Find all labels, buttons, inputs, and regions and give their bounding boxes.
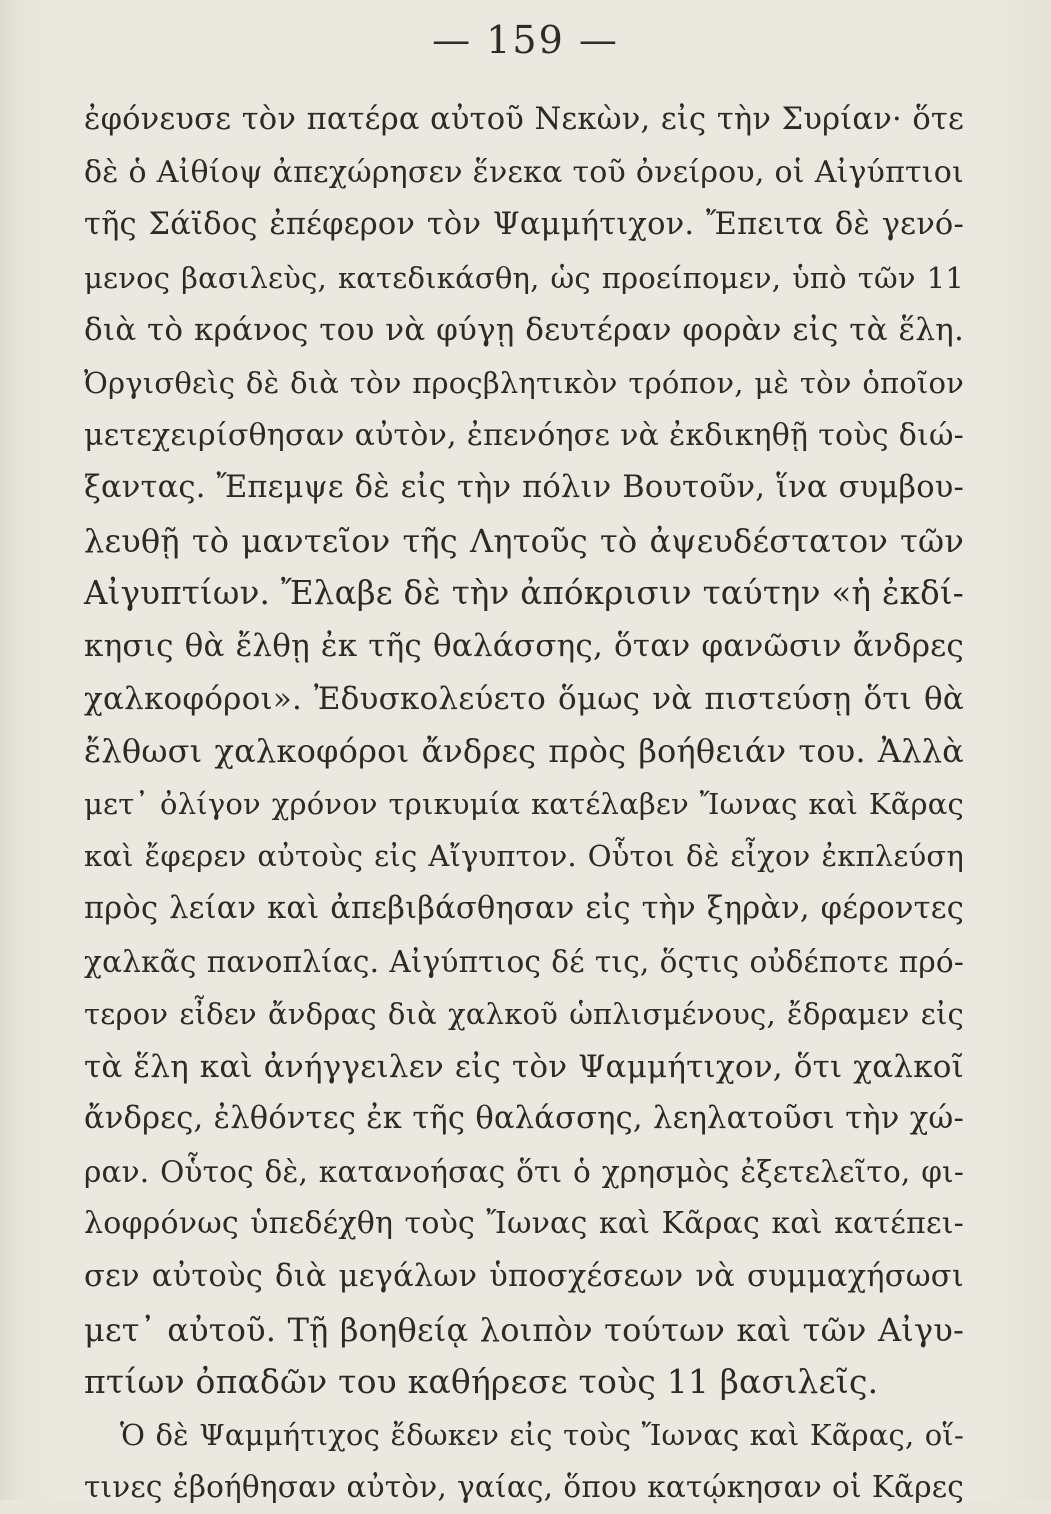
text-line: σεν αὐτοὺς διὰ μεγάλων ὑποσχέσεων νὰ συμμαχήσωσι bbox=[84, 1259, 964, 1295]
text-line: λοφρόνως ὑπεδέχθη τοὺς Ἴωνας καὶ Κᾶρας καὶ κατέπει- bbox=[84, 1206, 964, 1242]
text-line: τὰ ἕλη καὶ ἀνήγγειλεν εἰς τὸν Ψαμμήτιχον, ὅτι χαλκοῖ bbox=[84, 1048, 964, 1085]
text-line: μενος βασιλεὺς, κατεδικάσθη, ὡς προείπομεν, ὑπὸ τῶν 11 bbox=[84, 260, 964, 295]
text-line: καὶ ἔφερεν αὐτοὺς εἰς Αἴγυπτον. Οὗτοι δὲ εἶχον ἐκπλεύση bbox=[84, 839, 964, 874]
text-line: Ὁ δὲ Ψαμμήτιχος ἔδωκεν εἰς τοὺς Ἴωνας καὶ Κᾶρας, οἵ- bbox=[120, 1417, 964, 1452]
text-line: κησις θὰ ἔλθῃ ἐκ τῆς θαλάσσης, ὅταν φανῶσιν ἄνδρες bbox=[84, 627, 964, 664]
text-line: τερον εἶδεν ἄνδρας διὰ χαλκοῦ ὡπλισμένους, ἔδραμεν εἰς bbox=[84, 997, 964, 1032]
text-line: τῆς Σάϊδος ἐπέφερον τὸν Ψαμμήτιχον. Ἔπειτα δὲ γενό- bbox=[84, 207, 964, 243]
text-line: χαλκοφόροι». Ἐδυσκολεύετο ὅμως νὰ πιστεύσῃ ὅτι θὰ bbox=[84, 680, 964, 717]
text-line: ἔλθωσι χαλκοφόροι ἄνδρες πρὸς βοήθειάν του. Ἀλλὰ bbox=[84, 732, 964, 771]
text-line: ἄνδρες, ἐλθόντες ἐκ τῆς θαλάσσης, λεηλατοῦσι τὴν χώ- bbox=[84, 1101, 964, 1137]
text-line: μετ᾽ αὐτοῦ. Τῇ βοηθείᾳ λοιπὸν τούτων καὶ τῶν Αἰγυ- bbox=[84, 1310, 964, 1349]
text-line: χαλκᾶς πανοπλίας. Αἰγύπτιος δέ τις, ὅςτις οὐδέποτε πρό- bbox=[84, 944, 964, 979]
text-line: διὰ τὸ κράνος του νὰ φύγῃ δευτέραν φορὰν εἰς τὰ ἕλη. bbox=[84, 312, 964, 349]
text-line: μετεχειρίσθησαν αὐτὸν, ἐπενόησε νὰ ἐκδικηθῇ τοὺς διώ- bbox=[84, 417, 964, 453]
body-text bbox=[84, 94, 964, 1514]
text-line: πρὸς λείαν καὶ ἀπεβιβάσθησαν εἰς τὴν ξηρὰν, φέροντες bbox=[84, 890, 964, 926]
text-line: Αἰγυπτίων. Ἔλαβε δὲ τὴν ἀπόκρισιν ταύτην «ἡ ἐκδί- bbox=[84, 574, 964, 613]
page-number: — 159 — bbox=[432, 18, 619, 62]
text-line: λευθῇ τὸ μαντεῖον τῆς Λητοῦς τὸ ἀψευδέστατον τῶν bbox=[84, 521, 964, 560]
text-line: πτίων ὀπαδῶν του καθήρεσε τοὺς 11 βασιλεῖς. bbox=[84, 1362, 879, 1402]
text-line: ραν. Οὗτος δὲ, κατανοήσας ὅτι ὁ χρησμὸς ἐξετελεῖτο, φι- bbox=[84, 1154, 964, 1189]
text-line: ἐφόνευσε τὸν πατέρα αὐτοῦ Νεκὼν, εἰς τὴν Συρίαν· ὅτε bbox=[84, 102, 964, 137]
text-line: μετ᾽ ὀλίγον χρόνον τρικυμία κατέλαβεν Ἴωνας καὶ Κᾶρας bbox=[84, 786, 964, 821]
text-line: δὲ ὁ Αἰθίοψ ἀπεχώρησεν ἕνεκα τοῦ ὀνείρου, οἱ Αἰγύπτιοι bbox=[84, 154, 964, 190]
text-line: ξαντας. Ἔπεμψε δὲ εἰς τὴν πόλιν Βουτοῦν, ἵνα συμβου- bbox=[84, 470, 964, 506]
text-line: τινες ἐβοήθησαν αὐτὸν, γαίας, ὅπου κατῴκησαν οἱ Κᾶρες bbox=[84, 1470, 964, 1505]
text-line: Ὀργισθεὶς δὲ διὰ τὸν προςβλητικὸν τρόπον, μὲ τὸν ὁποῖον bbox=[84, 365, 964, 400]
